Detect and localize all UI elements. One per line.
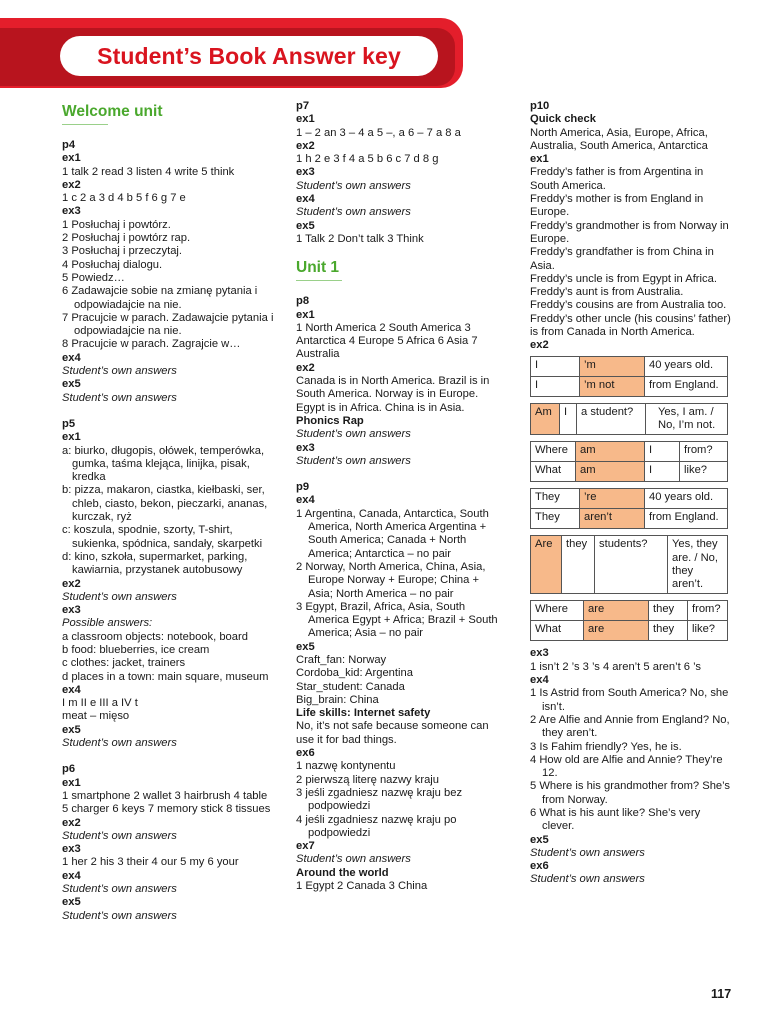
table-cell: I	[530, 377, 580, 397]
answer-line: 5 Powiedz…	[62, 271, 125, 284]
exercise-label: ex1	[62, 431, 81, 444]
answer: Student’s own answers	[62, 590, 177, 603]
answer-line: Craft_fan: Norway	[296, 653, 387, 666]
answer: Student’s own answers	[62, 909, 177, 922]
table-cell-verb: ’m not	[580, 377, 645, 397]
answer-line: 6 Zadawajcie sobie na zmianę pytania i odpowiadajcie na nie.	[62, 285, 258, 311]
exercise-label: ex3	[62, 843, 81, 856]
answer-line: 4 How old are Alfie and Annie? They’re 12.	[530, 753, 723, 780]
exercise-label: ex1	[296, 308, 315, 321]
exercise-label: ex1	[62, 776, 81, 789]
table-cell: They	[530, 509, 580, 529]
exercise-label: ex4	[296, 494, 315, 507]
answer: Student’s own answers	[296, 454, 411, 467]
answer: 1 North America 2 South America 3 Antarctica 4 Europe 5 Africa 6 Asia 7 Australia	[296, 321, 478, 361]
table-cell-verb: ’re	[580, 488, 645, 509]
table-cell-verb: Are	[530, 535, 562, 594]
table-cell: I	[645, 441, 680, 462]
column-1	[62, 100, 274, 923]
table-cell: they	[649, 621, 688, 641]
table-cell-verb: am	[576, 462, 645, 482]
exercise-label: ex4	[62, 351, 81, 364]
table-cell: I	[560, 403, 577, 436]
answer-line: 3 jeśli zgadniesz nazwę kraju bez podpowiedzi	[296, 786, 463, 813]
exercise-label: ex1	[62, 152, 81, 165]
table-cell: Where	[530, 441, 576, 462]
answer-intro: Possible answers:	[62, 617, 153, 630]
answer-line: 4 Posłuchaj dialogu.	[62, 258, 163, 271]
table-cell: What	[530, 621, 584, 641]
exercise-label: ex5	[296, 640, 315, 653]
answer: Student’s own answers	[62, 737, 177, 750]
answer-line: 4 jeśli zgadniesz nazwę kraju po podpowiedzi	[296, 813, 457, 839]
table-cell: I	[530, 356, 580, 377]
answer-line: a classroom objects: notebook, board	[62, 630, 248, 643]
answer-line: Freddy’s cousins are from Australia too.	[530, 299, 727, 312]
answer-line: Big_brain: China	[296, 693, 379, 706]
exercise-label: ex5	[62, 896, 81, 909]
table-cell-verb: are	[584, 600, 649, 621]
table-cell: like?	[688, 621, 728, 641]
answer: No, it’s not safe because someone can use it for bad things.	[296, 720, 489, 746]
column-3	[530, 100, 734, 887]
answer-line: Freddy’s grandfather is from China in Asia.	[530, 246, 714, 272]
table-cell: they	[562, 535, 595, 594]
unit-heading-welcome: Welcome unit	[62, 103, 163, 120]
answer-line: c: koszula, spodnie, szorty, T-shirt, sukienka, spódnica, sandały, skarpetki	[62, 524, 263, 550]
answer: 1 smartphone 2 wallet 3 hairbrush 4 table 5 charger 6 keys 7 memory stick 8 tissues	[62, 789, 271, 816]
grammar-tables	[530, 356, 734, 642]
table-cell: from?	[680, 441, 728, 462]
answer-line: a: biurko, długopis, ołówek, temperówka, gumka, taśma klejąca, linijka, pisak, kredka	[62, 444, 265, 484]
answer: Student’s own answers	[296, 206, 411, 219]
grammar-table-i-am	[530, 356, 728, 397]
answer-line: 8 Pracujcie w parach. Zagrajcie w…	[62, 338, 241, 351]
answer-line: d: kino, szkoła, supermarket, parking, kawiarnia, przystanek autobusowy	[62, 550, 248, 577]
grammar-table-wh-they	[530, 600, 728, 641]
answer: Student’s own answers	[530, 873, 645, 886]
page-ref-p9: p9	[296, 481, 310, 494]
page-number: 117	[711, 987, 732, 1001]
table-cell-verb: are	[584, 621, 649, 641]
title-pill	[60, 36, 438, 76]
grammar-table-wh-i	[530, 441, 728, 482]
answer-line: 1 nazwę kontynentu	[296, 760, 396, 773]
answer: Student’s own answers	[296, 179, 411, 192]
exercise-label: ex4	[530, 674, 549, 687]
answer-line: d places in a town: main square, museum	[62, 670, 269, 683]
answer-line: Freddy’s other uncle (his cousins’ father) is from Canada in North America.	[530, 312, 731, 339]
answer: meat – mięso	[62, 710, 130, 723]
grammar-table-am-i	[530, 403, 728, 436]
answer-line: 3 Posłuchaj i przeczytaj.	[62, 245, 183, 258]
page-ref-p8: p8	[296, 295, 310, 308]
answer-line: b food: blueberries, ice cream	[62, 643, 210, 656]
grammar-table-are-they	[530, 535, 728, 594]
table-cell-verb: am	[576, 441, 645, 462]
exercise-label: ex2	[530, 339, 549, 352]
answer-line: Freddy’s grandmother is from Norway in Europe.	[530, 219, 729, 245]
answer-line: 5 Where is his grandmother from? She’s from Norway.	[530, 780, 731, 806]
answer: 1 Egypt 2 Canada 3 China	[296, 880, 428, 893]
exercise-label: ex3	[296, 441, 315, 454]
unit-heading-unit-1: Unit 1	[296, 259, 340, 277]
exercise-label: ex3	[62, 205, 81, 218]
answer: Student’s own answers	[296, 853, 411, 866]
exercise-label: ex5	[62, 378, 81, 391]
answer-line: b: pizza, makaron, ciastka, kiełbaski, ser, chleb, ciasto, bekon, pieczarki, ananas, kurczak, ryż	[62, 484, 268, 524]
answer: 1 c 2 a 3 d 4 b 5 f 6 g 7 e	[62, 192, 186, 205]
answer-line: Freddy’s uncle is from Egypt in Africa.	[530, 272, 717, 285]
table-cell: Yes, they are. / No, they aren’t.	[668, 535, 728, 594]
answer-line: 1 Is Astrid from South America? No, she isn’t.	[530, 687, 729, 713]
exercise-label: ex4	[62, 683, 81, 696]
answer-line: 1 Argentina, Canada, Antarctica, South America, North America Argentina + South America; Canada + North America; Antarctica – no pair	[296, 507, 489, 560]
table-cell: 40 years old.	[645, 356, 728, 377]
table-cell-verb: Am	[530, 403, 560, 436]
exercise-label: ex3	[296, 166, 315, 179]
grammar-table-they-are	[530, 488, 728, 529]
table-cell: they	[649, 600, 688, 621]
exercise-label: ex2	[62, 577, 81, 590]
answer: Student’s own answers	[296, 428, 411, 441]
answer-line: c clothes: jacket, trainers	[62, 657, 186, 670]
page-ref-p7: p7	[296, 100, 310, 112]
answer-line: Freddy’s father is from Argentina in South America.	[530, 166, 704, 192]
answer: Canada is in North America. Brazil is in South America. Norway is in Europe. Egypt is in Africa. China is in Asia.	[296, 375, 490, 414]
table-cell: from England.	[645, 377, 728, 397]
section-label: Quick check	[530, 113, 596, 126]
exercise-label: ex3	[62, 604, 81, 617]
answer: Student’s own answers	[62, 365, 177, 378]
answer: Student’s own answers	[62, 391, 177, 404]
answer-line: 1 Posłuchaj i powtórz.	[62, 218, 171, 231]
answer: Student’s own answers	[62, 883, 177, 896]
page-title: Student’s Book Answer key	[97, 42, 401, 69]
table-cell: from?	[688, 600, 728, 621]
answer-line: 2 Norway, North America, China, Asia, Europe Norway + Europe; China + Asia; North America – no pair	[296, 560, 486, 600]
table-cell: students?	[595, 535, 668, 594]
section-label: Life skills: Internet safety	[296, 707, 431, 720]
answer-line: Freddy’s aunt is from Australia.	[530, 286, 684, 299]
answer: 1 her 2 his 3 their 4 our 5 my 6 your	[62, 856, 239, 869]
exercise-label: ex3	[530, 647, 549, 660]
answer-line: Cordoba_kid: Argentina	[296, 667, 413, 680]
page-ref-p6: p6	[62, 763, 76, 776]
answer: 1 Talk 2 Don’t talk 3 Think	[296, 232, 424, 245]
answer-line: 2 pierwszą literę nazwy kraju	[296, 773, 440, 786]
answer: 1 isn’t 2 ’s 3 ’s 4 aren’t 5 aren’t 6 ’s	[530, 660, 702, 673]
table-cell-verb: ’m	[580, 356, 645, 377]
answer: 1 talk 2 read 3 listen 4 write 5 think	[62, 165, 235, 178]
exercise-label: ex7	[296, 840, 315, 853]
exercise-label: ex2	[296, 139, 315, 152]
table-cell: 40 years old.	[645, 488, 728, 509]
table-cell: a student?	[577, 403, 646, 436]
column-2	[296, 100, 501, 893]
exercise-label: ex5	[62, 723, 81, 736]
answer-line: 6 What is his aunt like? She’s very clever.	[530, 806, 701, 833]
exercise-label: ex4	[62, 869, 81, 882]
answer: 1 h 2 e 3 f 4 a 5 b 6 c 7 d 8 g	[296, 153, 439, 166]
answer: North America, Asia, Europe, Africa, Australia, South America, Antarctica	[530, 126, 708, 152]
section-label: Phonics Rap	[296, 414, 364, 427]
exercise-label: ex2	[62, 178, 81, 191]
table-cell: Yes, I am. / No, I’m not.	[646, 403, 728, 436]
exercise-label: ex5	[530, 833, 549, 846]
answer: I m II e III a IV t	[62, 697, 138, 710]
exercise-label: ex2	[296, 361, 315, 374]
table-cell: I	[645, 462, 680, 482]
exercise-label: ex4	[296, 193, 315, 206]
answer: 1 – 2 an 3 – 4 a 5 –, a 6 – 7 a 8 a	[296, 126, 461, 139]
answer-line: 7 Pracujcie w parach. Zadawajcie pytania i odpowiadajcie na nie.	[62, 311, 274, 338]
page-ref-p4: p4	[62, 139, 76, 151]
exercise-label: ex1	[530, 153, 549, 166]
exercise-label: ex6	[530, 860, 549, 873]
table-cell: like?	[680, 462, 728, 482]
answer-line: 2 Posłuchaj i powtórz rap.	[62, 232, 191, 245]
answer: Student’s own answers	[530, 846, 645, 859]
table-cell-verb: aren’t	[580, 509, 645, 529]
exercise-label: ex2	[62, 816, 81, 829]
table-cell: What	[530, 462, 576, 482]
exercise-label: ex6	[296, 747, 315, 760]
exercise-label: ex1	[296, 113, 315, 126]
exercise-label: ex5	[296, 219, 315, 232]
answer: Student’s own answers	[62, 829, 177, 842]
page-ref-p5: p5	[62, 417, 76, 430]
answer-line: 2 Are Alfie and Annie from England? No, they aren’t.	[530, 713, 730, 740]
unit-heading-rule	[296, 280, 342, 281]
table-cell: from England.	[645, 509, 728, 529]
answer-line: 3 Is Fahim friendly? Yes, he is.	[530, 740, 682, 753]
unit-heading-rule	[62, 124, 108, 125]
table-cell: They	[530, 488, 580, 509]
page-ref-p10: p10	[530, 100, 550, 112]
answer-line: Freddy’s mother is from England in Europe.	[530, 193, 704, 219]
answer-line: Star_student: Canada	[296, 680, 405, 693]
answer-line: 3 Egypt, Brazil, Africa, Asia, South America Egypt + Africa; Brazil + South America; Asia – no pair	[296, 600, 498, 640]
table-cell: Where	[530, 600, 584, 621]
section-label: Around the world	[296, 866, 389, 879]
